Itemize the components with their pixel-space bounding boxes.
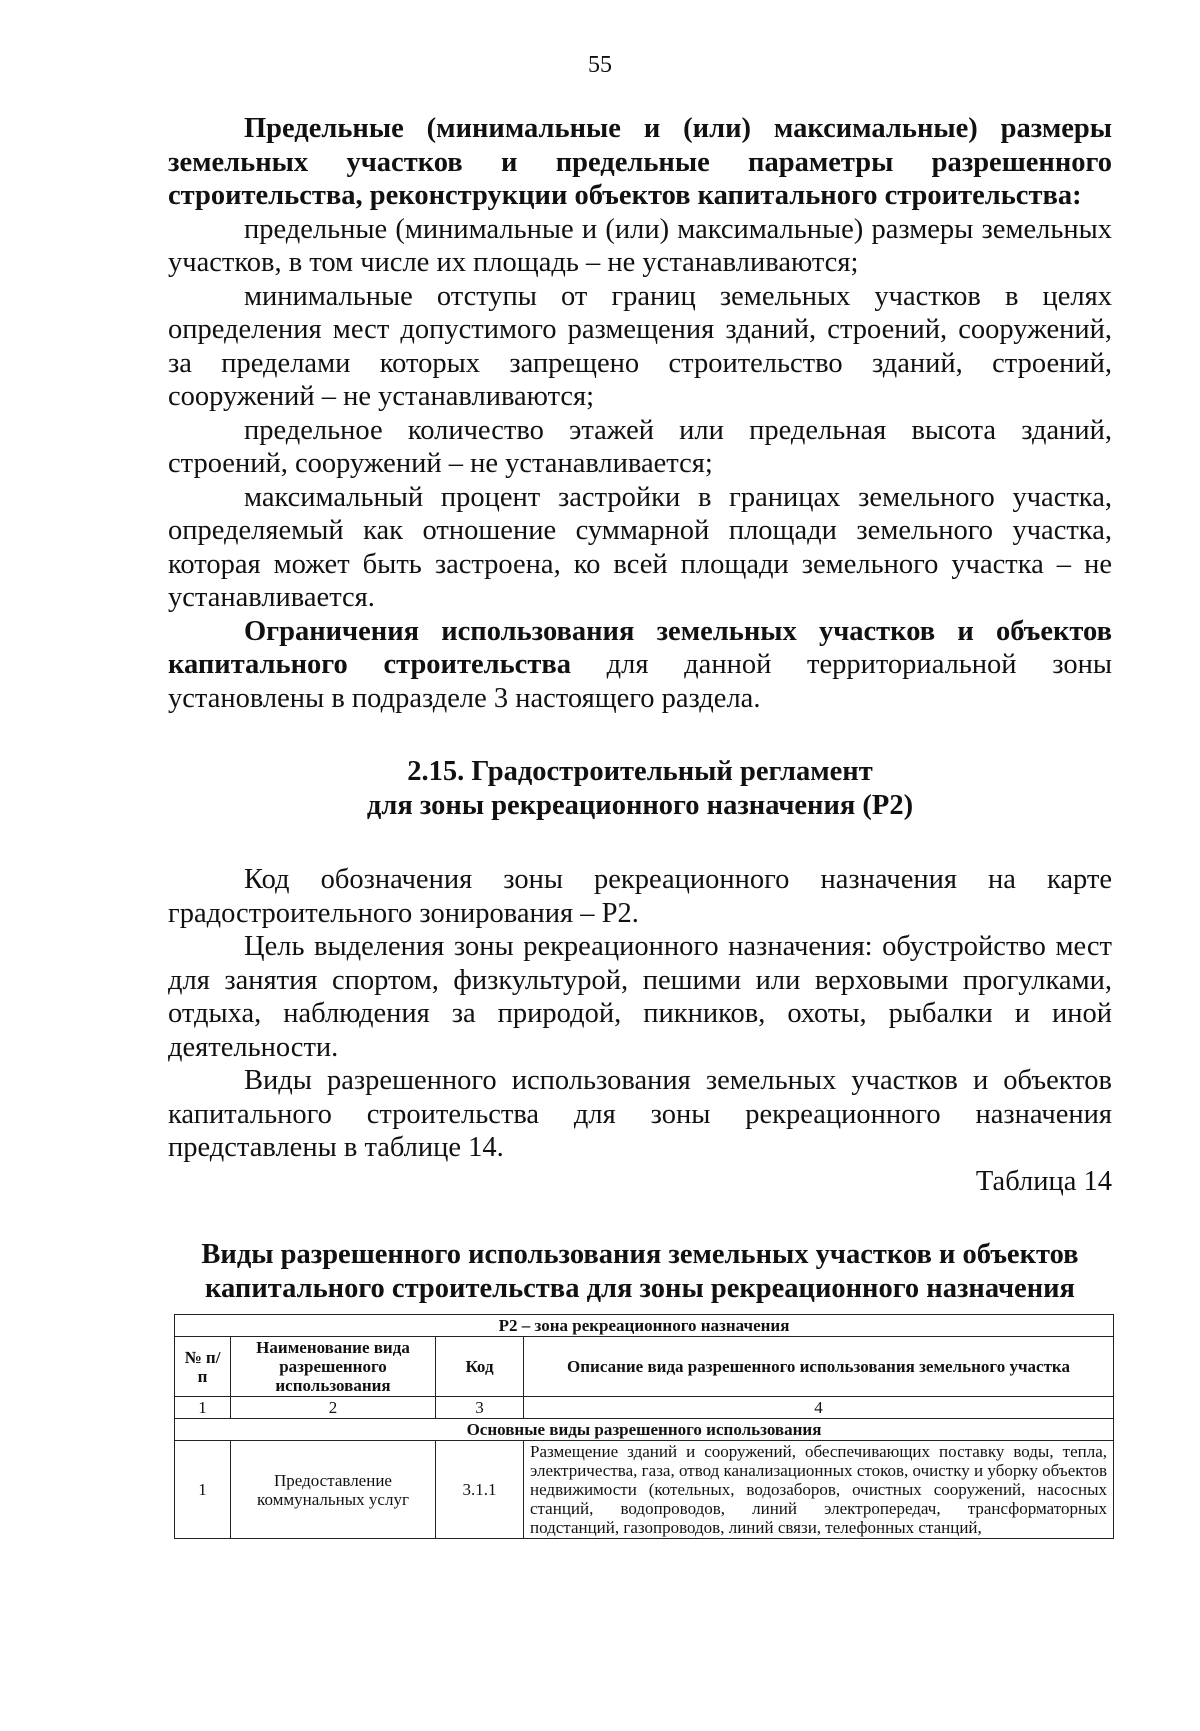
table-header-row xyxy=(175,1337,1114,1397)
col-number-3: 3 xyxy=(436,1397,524,1419)
zone-header-cell: Р2 – зона рекреационного назначения xyxy=(175,1315,1114,1337)
zone-code-paragraph: Код обозначения зоны рекреационного назначения на карте градостроительного зонирования – Р2. xyxy=(168,864,1112,929)
header-desc: Описание вида разрешенного использования земельного участка xyxy=(524,1337,1114,1397)
col-number-4: 4 xyxy=(524,1397,1114,1419)
table-row xyxy=(175,1441,1114,1539)
table-col-numbers-row xyxy=(175,1397,1114,1419)
row-code: 3.1.1 xyxy=(436,1441,524,1539)
table-label: Таблица 14 xyxy=(975,1165,1112,1197)
header-name: Наименование вида разрешенного использования xyxy=(231,1337,436,1397)
limits-item-3: предельное количество этажей или предельная высота зданий, строений, сооружений – не устанавливается; xyxy=(168,414,1112,479)
limits-item-2: минимальные отступы от границ земельных участков в целях определения мест допустимого размещения зданий, строений, сооружений, за пределами которых запрещено строительство зданий, строений, сооружений – не устанавливаются; xyxy=(168,280,1112,412)
page-number: 55 xyxy=(588,52,612,78)
zone-goal-paragraph: Цель выделения зоны рекреационного назначения: обустройство мест для занятия спортом, физкультурой, пешими или верховыми прогулками, отдыха, наблюдения за природой, пикников, охоты, рыбалки и иной деятельности. xyxy=(168,931,1112,1063)
section-title-line2: для зоны рекреационного назначения (Р2) xyxy=(366,790,914,821)
section-title-line1: 2.15. Градостроительный регламент xyxy=(407,756,873,787)
table-group-header-row xyxy=(175,1419,1114,1441)
restrictions-bold: Ограничения использования земельных участков и объектов капитального строительства xyxy=(168,615,1112,680)
limits-heading: Предельные (минимальные и (или) максимальные) размеры земельных участков и предельные параметры разрешенного строительства, реконструкции объектов капитального строительства: xyxy=(168,113,1112,211)
uses-table xyxy=(174,1314,1114,1539)
table-caption-line1: Виды разрешенного использования земельных участков и объектов xyxy=(201,1239,1079,1270)
header-code: Код xyxy=(436,1337,524,1397)
col-number-1: 1 xyxy=(175,1397,231,1419)
row-desc: Размещение зданий и сооружений, обеспечивающих поставку воды, тепла, электричества, газа, отвод канализационных стоков, очистку и уборку объектов недвижимости (котельных, водозаборов, очистных сооружений, насосных станций, водопроводов, линий электропередач, трансформаторных подстанций, газопроводов, линий связи, телефонных станций, xyxy=(524,1441,1114,1539)
limits-item-4: максимальный процент застройки в границах земельного участка, определяемый как отношение суммарной площади земельного участка, которая может быть застроена, ко всей площади земельного участка – не устанавливается. xyxy=(168,481,1112,613)
zone-uses-paragraph: Виды разрешенного использования земельных участков и объектов капитального строительства для зоны рекреационного назначения представлены в таблице 14. xyxy=(168,1065,1112,1163)
table-zone-header-row xyxy=(175,1315,1114,1337)
limits-item-1: предельные (минимальные и (или) максимальные) размеры земельных участков, в том числе их площадь – не устанавливаются; xyxy=(168,213,1112,278)
section-title xyxy=(168,755,1112,823)
row-name: Предоставление коммунальных услуг xyxy=(231,1441,436,1539)
group-header-cell: Основные виды разрешенного использования xyxy=(175,1419,1114,1441)
col-number-2: 2 xyxy=(231,1397,436,1419)
row-num: 1 xyxy=(175,1441,231,1539)
restrictions-paragraph xyxy=(168,615,1112,716)
document-body xyxy=(168,112,1112,1306)
header-num: № п/п xyxy=(175,1337,231,1397)
restrictions-rest: для данной территориальной зоны установлены в подразделе 3 настоящего раздела. xyxy=(168,649,1112,714)
table-caption xyxy=(168,1238,1112,1306)
table-caption-line2: капитального строительства для зоны рекреационного назначения xyxy=(205,1273,1075,1304)
